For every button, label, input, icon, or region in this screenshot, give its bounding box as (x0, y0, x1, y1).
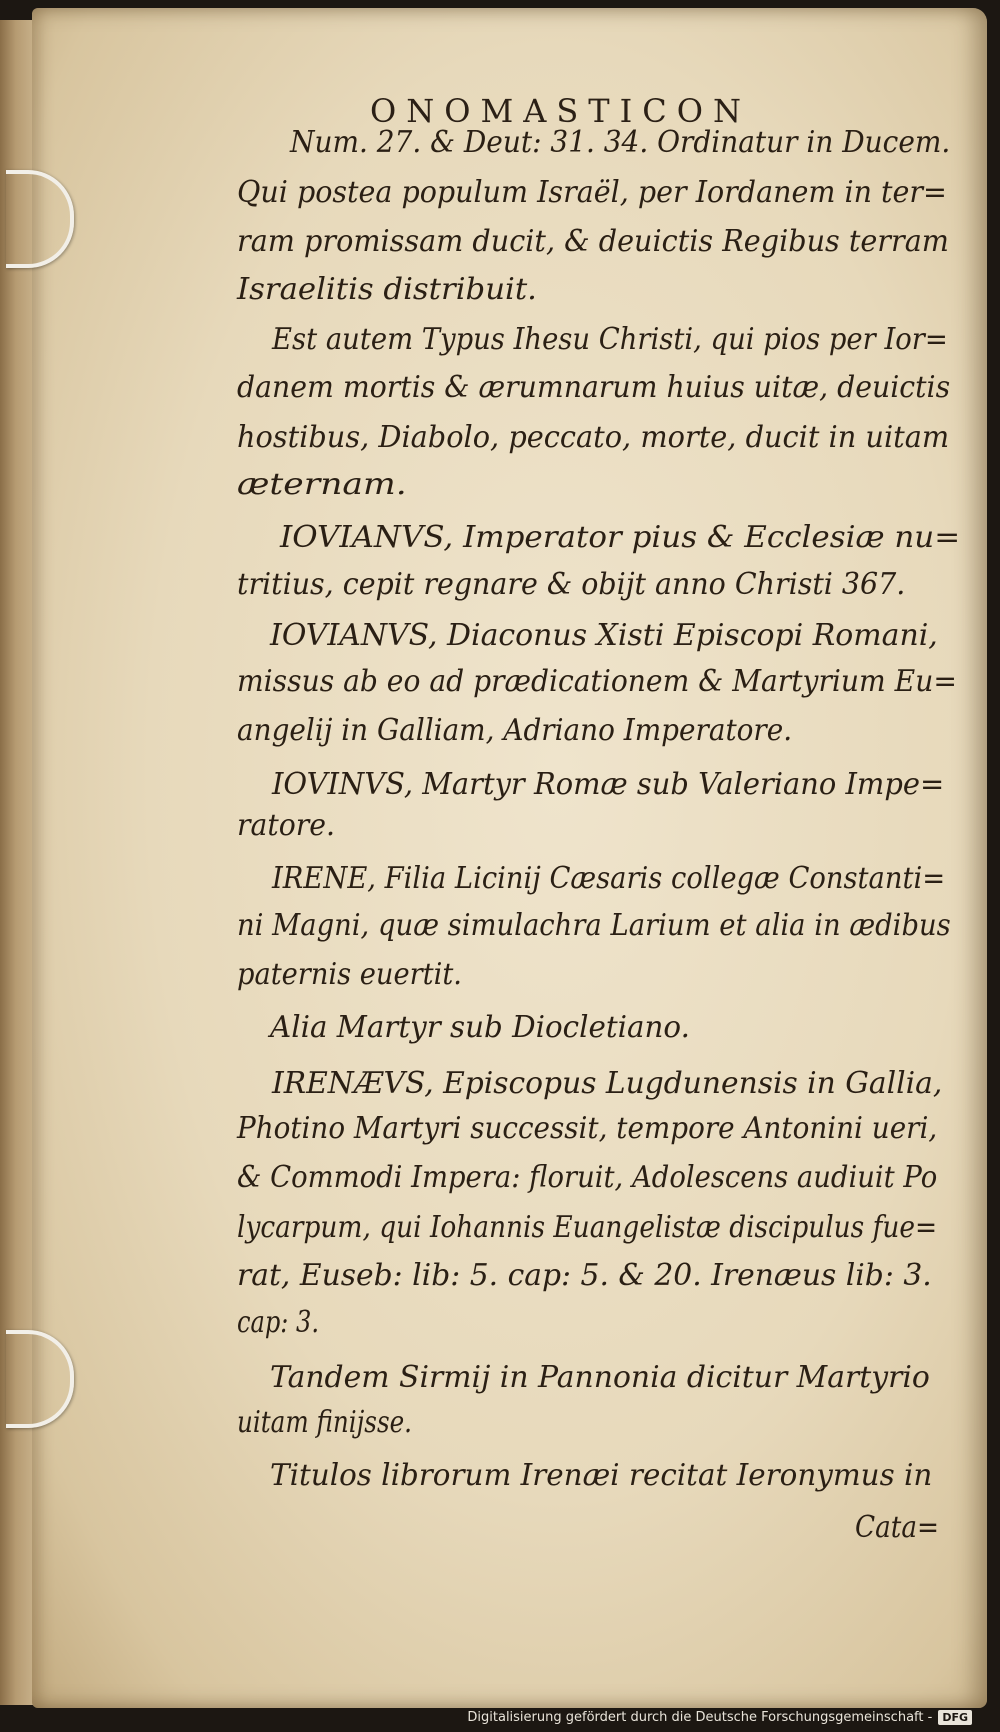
text-line: Qui postea populum Israël, per Iordanem in ter= (237, 175, 947, 210)
text-line: IRENE, Filia Licinij Cæsaris collegæ Constanti= (272, 861, 946, 896)
text-line: & Commodi Impera: floruit, Adolescens audiuit Po (237, 1160, 938, 1195)
running-head: ONOMASTICON (370, 92, 751, 130)
text-line: Israelitis distribuit. (237, 272, 537, 307)
text-line: Titulos librorum Irenæi recitat Ieronymus in (270, 1458, 933, 1493)
text-line: danem mortis & ærumnarum huius uitæ, deuictis (237, 370, 951, 405)
text-line: Cata= (855, 1510, 940, 1545)
dfg-logo: DFG (938, 1710, 972, 1725)
text-line: hostibus, Diabolo, peccato, morte, ducit in uitam (237, 420, 950, 455)
text-line: lycarpum, qui Iohannis Euangelistæ discipulus fue= (237, 1210, 938, 1245)
text-line: ratore. (237, 808, 335, 843)
text-line: cap: 3. (237, 1305, 320, 1340)
text-line: missus ab eo ad prædicationem & Martyrium Eu= (237, 664, 957, 699)
text-line: angelij in Galliam, Adriano Imperatore. (237, 713, 793, 748)
footer-credit: Digitalisierung gefördert durch die Deutsche Forschungsgemeinschaft - (467, 1709, 933, 1725)
digitization-footer (467, 1706, 972, 1728)
text-line: IRENÆVS, Episcopus Lugdunensis in Gallia, (272, 1066, 943, 1101)
text-line: Alia Martyr sub Diocletiano. (270, 1010, 690, 1045)
text-line: tritius, cepit regnare & obijt anno Christi 367. (237, 567, 906, 602)
text-line: paternis euertit. (237, 957, 462, 992)
text-line: ram promissam ducit, & deuictis Regibus terram (237, 224, 949, 259)
text-line: æternam. (237, 467, 407, 502)
text-line: uitam finijsse. (237, 1405, 413, 1440)
text-line: Photino Martyri successit, tempore Antonini ueri, (237, 1111, 938, 1146)
text-line: Tandem Sirmij in Pannonia dicitur Martyrio (270, 1360, 930, 1395)
book-page (32, 8, 987, 1708)
text-line: rat, Euseb: lib: 5. cap: 5. & 20. Irenæus lib: 3. (237, 1258, 932, 1293)
text-line: ni Magni, quæ simulachra Larium et alia in ædibus (237, 908, 951, 943)
text-line: IOVIANVS, Diaconus Xisti Episcopi Romani, (270, 618, 938, 653)
text-line: IOVINVS, Martyr Romæ sub Valeriano Impe= (272, 767, 945, 802)
text-line: Num. 27. & Deut: 31. 34. Ordinatur in Ducem. (290, 125, 951, 160)
text-line: IOVIANVS, Imperator pius & Ecclesiæ nu= (280, 520, 961, 555)
text-line: Est autem Typus Ihesu Christi, qui pios per Ior= (272, 322, 948, 357)
